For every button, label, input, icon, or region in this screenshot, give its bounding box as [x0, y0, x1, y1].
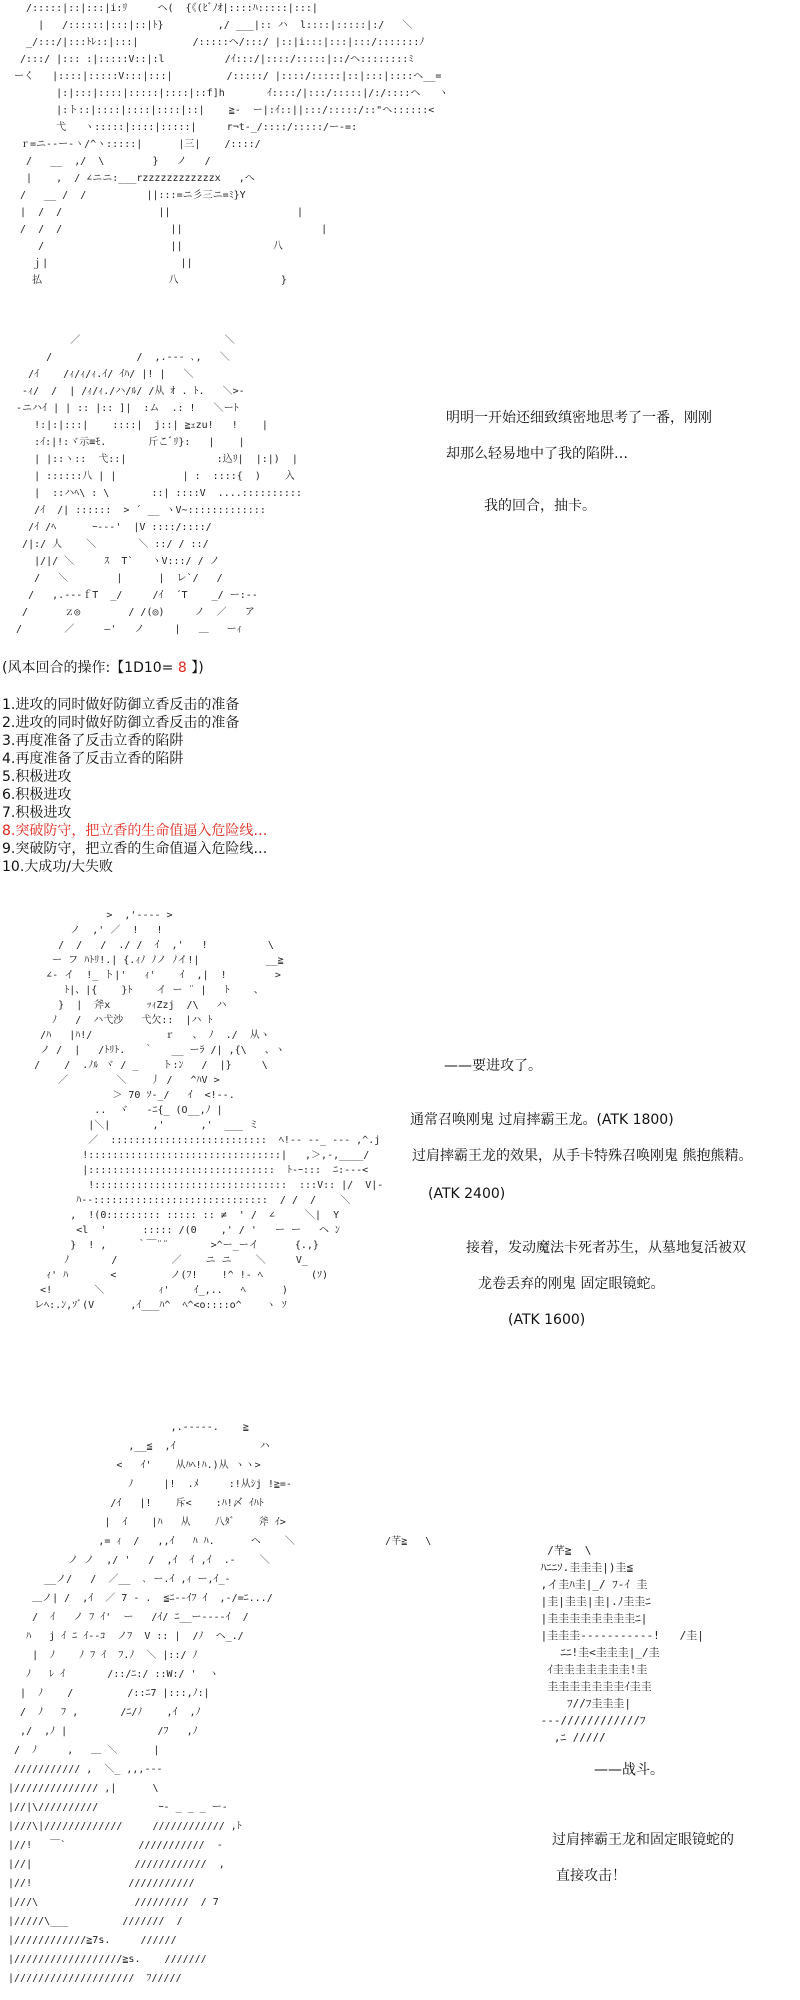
- narration-panel3-line2: 通常召唤刚鬼 过肩摔霸王龙。(ATK 1800): [410, 1112, 674, 1128]
- narration-panel3-line5: 接着，发动魔法卡死者苏生，从墓地复活被双: [466, 1240, 746, 1256]
- roll-option-selected: 8.突破防守，把立香的生命值逼入危险线…: [2, 823, 268, 839]
- dice-roll-prefix: (风本回合的操作:【1D10=: [2, 660, 178, 676]
- dice-roll-result: 8: [177, 660, 187, 676]
- aa-art-panel-3: > ,'‐‐‐‐ > ノ ,' ／ ! ! / / / ./ / ｲ ,' ! \ ー フ ﾊﾄﾘ!.| {.ｨﾉ ﾉノ ﾉイ!| __≧ ∠- イ !_ ト|' ｨ' ｲ ,| ! > ﾄ|、|{ }ﾄ イ ー ¨ | ﾄ 、 } | 斧x ｯｨZzj /\ ハ ﾉ / ハ弋沙 弋欠:: |ハ ﾄ /ﾊ |ﾊ!/ ｒ 、 ﾉ ./ 从ヽ ノ / | /ﾄﾘﾄ. ｀ __ ーﾗ /| ,{\ 、ヽ / / .ﾉﾙ ヾ / _ ト:ﾝ / |} \ ／ ＼ 丿 / ^ﾊV > ＞ 70 ｿ-_/ ｲ <!--. .. ヾ -ﾆ{_ (O__,ﾉ | |＼| ,' ,' ___ ミ ／ :::::::::::::::::::::::::: ﾍ!‐‐ ‐‐_ ‐‐‐ ,^.j !::::::::::::::::::::::::::::::::| ,＞,-,____/ |::::::::::::::::::::::::::::::: ﾄ-ｰ::: ﾆ:‐‐‐< !:::::::::::::::::::::::::::::::: :::V:: |/ V|- ﾊ--::::::::::::::::::::::::::::: / / / ＼ , !(0::::::::: ::::: :: ≠ ' / ∠ ＼| Y <l ' ::::: /(0 ,' / ' ー ー ヘ ﾝ } ! , ｀￣¨¨ >^ー_ーイ {.,} ﾉ / ／ ニ ニ ＼ V_ ｨ' ﾊ < ノ(ﾌ! !^ !‐ ﾍ (ｿ) <! ＼ ｨ' ｲ_,.. ﾍ ) レﾍ:.ﾝ,ｿﾞ(V ,ｲ___ﾊ^ ﾍ^<o::::o^ ヽ ｿ: [34, 910, 384, 1311]
- narration-panel2-line2: 却那么轻易地中了我的陷阱…: [446, 446, 628, 462]
- narration-panel4-line2: 过肩摔霸王龙和固定眼镜蛇的: [552, 1832, 734, 1848]
- roll-option: 2.进攻的同时做好防御立香反击的准备: [2, 715, 240, 731]
- roll-option: 10.大成功/大失败: [2, 859, 113, 875]
- roll-option: 5.积极进攻: [2, 769, 72, 785]
- roll-option: 6.积极进攻: [2, 787, 72, 803]
- roll-option: 1.进攻的同时做好防御立香反击的准备: [2, 697, 240, 713]
- narration-panel3-line4: (ATK 2400): [428, 1186, 506, 1202]
- narration-panel3-line1: ——要进攻了。: [444, 1058, 542, 1074]
- roll-option: 4.再度准备了反击立香的陷阱: [2, 751, 184, 767]
- narration-panel3-line3: 过肩摔霸王龙的效果，从手卡特殊召唤刚鬼 熊抱熊精。: [412, 1148, 753, 1164]
- aa-art-panel-1: /:::::|::|:::|i:ﾘ ヘ( {《(ﾋﾞﾉｵ|::::ﾊ:::::|:::| | /::::::|:::|::|ﾄ} ,/ ___|:: ハ l::::|:::::|:/ ＼ _/:::/|:::ﾄﾚ::|:::| /:::::ヘ/:::/ |::|i:::|:::|:::/:::::::ﾉ /:::/ |::: :|:::::V::|:l /ｲ:::/|::::/:::::|::/ヘ::::::::ﾐ ーく |::::|:::::V:::|:::| /:::::/ |::::/:::::|::|:::|::::ヘ__= |:|:::|::::|:::::|::::|::f]h ｲ::::/|:::/:::::|/:/::::ヘ ヽ |:ト::|::::|::::|::::|::| ≧- ー|:ｲ::||:::/:::::/::"ヘ::::::< 弋 ヽ:::::|::::|:::::| r¬t-_/::::/:::::/ー-=: ｒ=ニ--ー‐ヽ/^ヽ:::::| |三| /::::/ / __ ,/ \ } ノ / | , / ∠ニニ:___rzzzzzzzzzzzzx ,へ / __ / / ||:::=ニ彡三ニ=ﾐ}Y | / / || | / / / || | / || 八 ｊ| || 払 八 }: [14, 3, 449, 286]
- aa-art-panel-4: ,.-‐‐‐-. ≧ ,__≦ ,ｲ ハ < ｲ' 从ﾊﾍ!ﾊ.)从 ヽヽ> ﾉ |! .ﾒ :!从ｼj !≧=- /ｲ |! 斥< :ﾊ!〆 ｲﾊﾄ | ｲ |ﾊ 从 八ﾀﾞ 斧 ｲ> ,= ｨ / ,,ｲ ﾊ ﾊ. ヘ ＼ /芊≧ \ ノ ノ ,/ ' / ,ｲ ｲ ,ｲ .- ＼ __ノ/ / ／__ ､ ー.ｲ ,ｨ ー,ｲ_- ＿ノ| / ,ｲ ／ 7 ‐ . ≦ﾆ-‐ｲﾌ ｲ ,-/=ﾆ.../ / ｲ ノ ﾌ ｲ' ー /ｲ/ ﾆ__ー----ｲ / ﾊ j ｲ ﾆ ｲ--ｺ ノﾌ V :: | /ﾉ ヘ_./ | ﾉ ﾉ ﾌ ｲ ﾌ.ﾉ ＼ |::/ ﾉ ﾉ ﾚ ｲ /::/ﾆ:/ ::W:/ ' ヽ | ﾉ / /::ﾆ7 |:::,ﾉ:| / ﾉ ﾌ , /ﾆ/ﾉ ,ｲ ,ﾉ ,/ ,ﾉ | /ﾌ ,ﾉ / ﾉ , ＿ ＼ | /////////// , ＼_ ,,,--- |////////////// ,| \ |//|\////////// ｰ- _ _ _ ー- |///\|///////////// //////////// ,ﾄ |//! ￣` /////////// ‐ |//| //////////// , |//! /////////// |///\ ///////// / 7 |/////\___ /////// / |////////////≧7s. ////// |//////////////////≧s. /////// |//////////////////// ﾌ/////: [8, 1422, 432, 1984]
- narration-panel4-line3: 直接攻击！: [556, 1868, 626, 1884]
- aa-art-panel-4-dragon: /芊≧ \ ﾊﾆﾆｿ.圭圭圭|)圭≦ ,イ圭ﾊ圭|_/ ﾌ‐ｲ 圭 |圭|圭圭|圭|.ﾉ圭圭ﾆ |圭圭圭圭圭圭圭圭ﾆ| |圭圭圭‐‐‐‐‐‐‐‐‐‐‐! /圭| ﾆﾆ!圭<圭圭圭|_/圭 ｲ圭圭圭圭圭圭圭!圭 圭圭圭圭圭圭圭ｲ圭圭 ﾌ//ﾌ圭圭圭| ---////////////ﾌ ,ﾆ /////: [540, 1544, 704, 1744]
- roll-option: 3.再度准备了反击立香的陷阱: [2, 733, 184, 749]
- narration-panel4-line1: ——战斗。: [594, 1762, 664, 1778]
- roll-option: 7.积极进攻: [2, 805, 72, 821]
- dice-roll-options: [2, 696, 267, 876]
- dice-roll-header: [2, 658, 204, 678]
- aa-art-panel-2: ／ ＼ / / ,.-‐- ､, ＼ /ｲ /ｨ/ｨ/ｨ.ｲ/ ｲﾊ/ |! | ＼ -ｨ/ / | /ｨ/ｨ./ハ/ﾙ/ /从 ｵ . ﾄ. ＼>- -ニハｲ | | :: |:: ]| :ム .: ! ＼ーﾄ !:|:|:::| ::::| j::| ≧ｪzu! ! | :ｲ:|!:ヾ示≡ﾓ. 斤こﾞﾘ}: | | | |::ヽ:: 弋::| :込ﾘ| |:|) | | ::::::八 | | | : ::::{ ) 入 | ::ハﾍ\ : \ ::| ::::V ....:::::::::: /ｲ /| :::::: > ´ __ ヽV~::::::::::::: /ｲ /ﾍ ｰ--‐' |V ::::/::::/ /|:/ 人 ＼ ＼ ::/ / ::/ |/|/ ＼ ｽ T` ヽV:::/ / ノ / ＼ | | レ`/ / / ,.---ｆT _/ /ｲ ´T _/ ー:-- / ｚ◎ / /(◎) ノ ／ ア / ／ ―' ノ | ＿ ーｨ: [16, 335, 302, 635]
- narration-panel3-line7: (ATK 1600): [508, 1312, 586, 1328]
- dice-roll-suffix: 】): [186, 660, 204, 676]
- narration-panel2-line3: 我的回合，抽卡。: [484, 498, 596, 514]
- narration-panel2-line1: 明明一开始还细致缜密地思考了一番，刚刚: [446, 410, 712, 426]
- roll-option: 9.突破防守，把立香的生命值逼入危险线…: [2, 841, 268, 857]
- narration-panel3-line6: 龙卷丢弃的刚鬼 固定眼镜蛇。: [478, 1276, 665, 1292]
